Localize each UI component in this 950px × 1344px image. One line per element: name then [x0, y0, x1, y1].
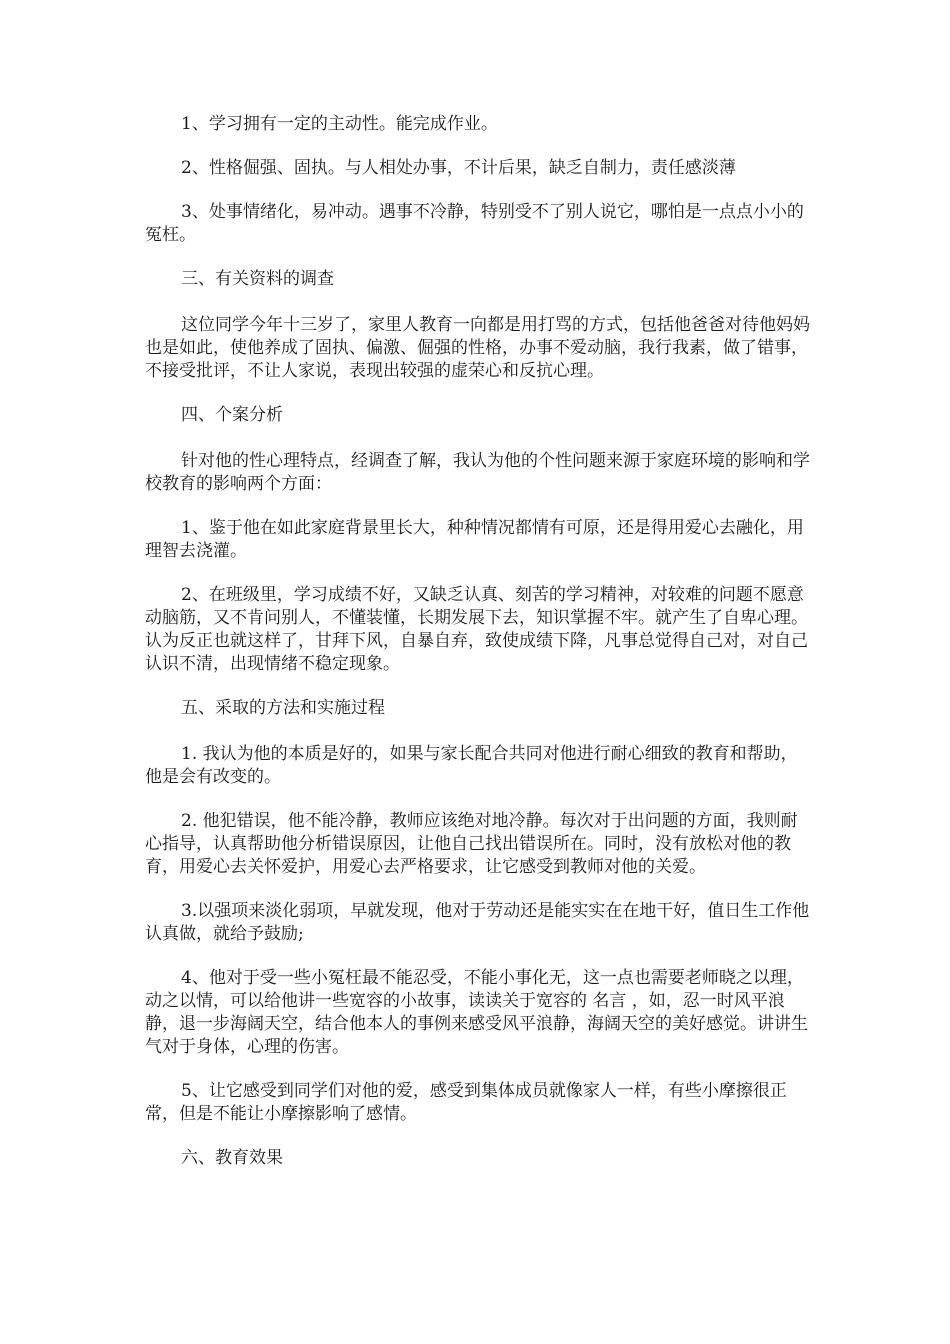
section-heading-5: 五、采取的方法和实施过程	[181, 698, 385, 718]
body-paragraph-background: 这位同学今年十三岁了，家里人教育一向都是用打骂的方式，包括他爸爸对待他妈妈也是如此，使他养成了固执、偏激、倔强的性格，办事不爱动脑，我行我素，做了错事，不接受批评，不让人家说，表现出较强的虚荣心和反抗心理。	[145, 315, 810, 381]
analysis-item-2: 2、在班级里，学习成绩不好，又缺乏认真、刻苦的学习精神，对较难的问题不愿意动脑筋，又不肯问别人，不懂装懂，长期发展下去，知识掌握不牢。就产生了自卑心理。认为反正也就这样了，甘拜下风，自暴自弃，致使成绩下降，凡事总觉得自己对，对自己认识不清，出现情绪不稳定现象。	[145, 585, 808, 674]
method-item-2: 2. 他犯错误，他不能冷静，教师应该绝对地冷静。每次对于出问题的方面，我则耐心指导，认真帮助他分析错误原因，让他自己找出错误所在。同时，没有放松对他的教育，用爱心去关怀爱护，用爱心去严格要求，让它感受到教师对他的关爱。	[145, 811, 798, 877]
section-heading-3: 三、有关资料的调查	[181, 269, 334, 289]
body-paragraph-analysis-intro: 针对他的性心理特点，经调查了解，我认为他的个性问题来源于家庭环境的影响和学校教育的影响两个方面：	[145, 451, 810, 494]
method-item-4: 4、他对于受一些小冤枉最不能忍受，不能小事化无，这一点也需要老师晓之以理，动之以情，可以给他讲一些宽容的小故事，读读关于宽容的 名言 ，如，忍一时风平浪静，退一步海阔天空，结合他本人的事例来感受风平浪静，海阔天空的美好感觉。讲讲生气对于身体，心理的伤害。	[145, 968, 808, 1057]
method-item-5: 5、让它感受到同学们对他的爱，感受到集体成员就像家人一样，有些小摩擦很正常，但是不能让小摩擦影响了感情。	[145, 1081, 787, 1124]
list-item-3: 3、处事情绪化，易冲动。遇事不冷静，特别受不了别人说它，哪怕是一点点小小的冤枉。	[145, 202, 804, 245]
document-page	[145, 113, 813, 1193]
list-item-2: 2、性格倔强、固执。与人相处办事，不计后果，缺乏自制力，责任感淡薄	[181, 158, 736, 178]
section-heading-4: 四、个案分析	[181, 405, 283, 425]
analysis-item-1: 1、鉴于他在如此家庭背景里长大，种种情况都情有可原，还是得用爱心去融化，用理智去浇灌。	[145, 518, 804, 561]
method-item-3: 3.以强项来淡化弱项，早就发现，他对于劳动还是能实实在在地干好，值日生工作他认真做，就给予鼓励;	[145, 901, 810, 944]
method-item-1: 1. 我认为他的本质是好的，如果与家长配合共同对他进行耐心细致的教育和帮助，他是会有改变的。	[145, 744, 798, 787]
list-item-1: 1、学习拥有一定的主动性。能完成作业。	[181, 114, 498, 134]
section-heading-6: 六、教育效果	[181, 1148, 283, 1168]
